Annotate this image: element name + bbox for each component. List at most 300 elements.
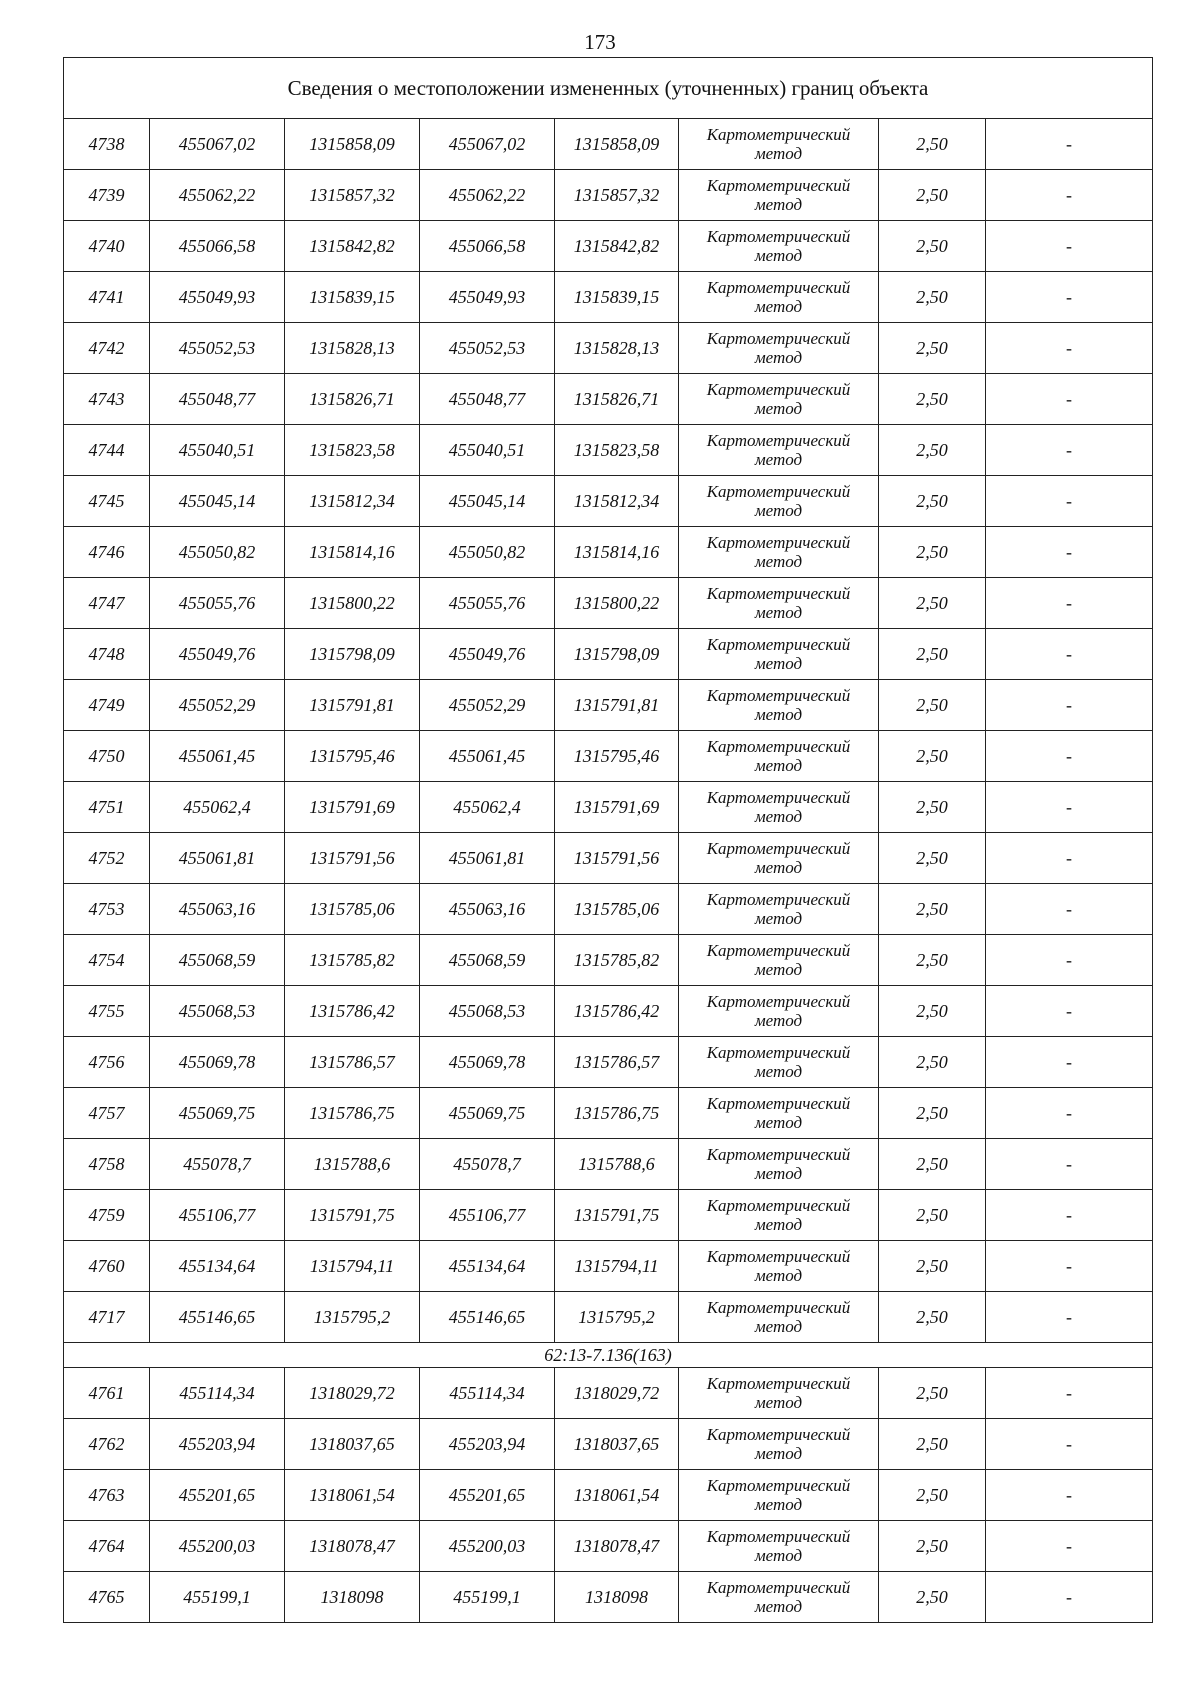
method-line-1: Картометрический xyxy=(706,1043,851,1062)
accuracy-cell: 2,50 xyxy=(879,680,986,731)
refined-x-cell: 455052,29 xyxy=(420,680,555,731)
table-row xyxy=(64,578,1153,629)
point-number-cell: 4753 xyxy=(64,884,150,935)
refined-y-cell: 1318061,54 xyxy=(555,1470,679,1521)
method-line-2: метод xyxy=(754,1266,803,1285)
table-row xyxy=(64,323,1153,374)
method-line-2: метод xyxy=(754,1215,803,1234)
note-cell: - xyxy=(986,1139,1153,1190)
existing-x-cell: 455052,29 xyxy=(150,680,285,731)
method-line-2: метод xyxy=(754,144,803,163)
existing-y-cell: 1318098 xyxy=(285,1572,420,1623)
method-line-2: метод xyxy=(754,1317,803,1336)
point-number-cell: 4764 xyxy=(64,1521,150,1572)
accuracy-cell: 2,50 xyxy=(879,731,986,782)
existing-x-cell: 455061,81 xyxy=(150,833,285,884)
table-row xyxy=(64,1368,1153,1419)
point-number-cell: 4752 xyxy=(64,833,150,884)
method-cell xyxy=(679,782,879,833)
existing-x-cell: 455049,93 xyxy=(150,272,285,323)
accuracy-cell: 2,50 xyxy=(879,527,986,578)
existing-x-cell: 455045,14 xyxy=(150,476,285,527)
table-title: Сведения о местоположении измененных (уточненных) границ объекта xyxy=(64,58,1153,119)
method-line-1: Картометрический xyxy=(706,584,851,603)
table-row xyxy=(64,374,1153,425)
method-line-2: метод xyxy=(754,552,803,571)
method-line-1: Картометрический xyxy=(706,125,851,144)
refined-y-cell: 1315791,75 xyxy=(555,1190,679,1241)
method-line-1: Картометрический xyxy=(706,839,851,858)
method-line-1: Картометрический xyxy=(706,1578,851,1597)
note-cell: - xyxy=(986,833,1153,884)
method-line-2: метод xyxy=(754,807,803,826)
method-line-1: Картометрический xyxy=(706,380,851,399)
method-line-2: метод xyxy=(754,1495,803,1514)
existing-y-cell: 1315788,6 xyxy=(285,1139,420,1190)
section-label: 62:13-7.136(163) xyxy=(64,1343,1153,1368)
refined-x-cell: 455052,53 xyxy=(420,323,555,374)
existing-x-cell: 455078,7 xyxy=(150,1139,285,1190)
refined-x-cell: 455203,94 xyxy=(420,1419,555,1470)
method-cell xyxy=(679,1521,879,1572)
refined-x-cell: 455200,03 xyxy=(420,1521,555,1572)
refined-y-cell: 1315858,09 xyxy=(555,119,679,170)
method-cell xyxy=(679,221,879,272)
method-line-1: Картометрический xyxy=(706,533,851,552)
existing-x-cell: 455146,65 xyxy=(150,1292,285,1343)
point-number-cell: 4744 xyxy=(64,425,150,476)
table-row xyxy=(64,527,1153,578)
point-number-cell: 4755 xyxy=(64,986,150,1037)
method-line-2: метод xyxy=(754,1444,803,1463)
refined-y-cell: 1315842,82 xyxy=(555,221,679,272)
table-row xyxy=(64,272,1153,323)
table-row xyxy=(64,1139,1153,1190)
accuracy-cell: 2,50 xyxy=(879,221,986,272)
point-number-cell: 4751 xyxy=(64,782,150,833)
accuracy-cell: 2,50 xyxy=(879,578,986,629)
method-line-1: Картометрический xyxy=(706,1196,851,1215)
method-line-1: Картометрический xyxy=(706,635,851,654)
refined-x-cell: 455040,51 xyxy=(420,425,555,476)
page-number: 173 xyxy=(584,30,616,54)
method-cell xyxy=(679,1470,879,1521)
accuracy-cell: 2,50 xyxy=(879,476,986,527)
existing-x-cell: 455066,58 xyxy=(150,221,285,272)
accuracy-cell: 2,50 xyxy=(879,1088,986,1139)
existing-y-cell: 1318029,72 xyxy=(285,1368,420,1419)
method-line-1: Картометрический xyxy=(706,1527,851,1546)
refined-x-cell: 455067,02 xyxy=(420,119,555,170)
refined-x-cell: 455201,65 xyxy=(420,1470,555,1521)
method-cell xyxy=(679,527,879,578)
point-number-cell: 4743 xyxy=(64,374,150,425)
table-row xyxy=(64,1470,1153,1521)
table-row xyxy=(64,680,1153,731)
point-number-cell: 4756 xyxy=(64,1037,150,1088)
table-row xyxy=(64,1572,1153,1623)
method-line-2: метод xyxy=(754,1062,803,1081)
table-row xyxy=(64,1419,1153,1470)
refined-y-cell: 1315823,58 xyxy=(555,425,679,476)
note-cell: - xyxy=(986,680,1153,731)
accuracy-cell: 2,50 xyxy=(879,833,986,884)
method-cell xyxy=(679,884,879,935)
note-cell: - xyxy=(986,272,1153,323)
existing-y-cell: 1315795,2 xyxy=(285,1292,420,1343)
method-line-1: Картометрический xyxy=(706,431,851,450)
existing-y-cell: 1318037,65 xyxy=(285,1419,420,1470)
refined-y-cell: 1315795,46 xyxy=(555,731,679,782)
refined-y-cell: 1315785,06 xyxy=(555,884,679,935)
note-cell: - xyxy=(986,782,1153,833)
existing-y-cell: 1315857,32 xyxy=(285,170,420,221)
point-number-cell: 4763 xyxy=(64,1470,150,1521)
refined-y-cell: 1315826,71 xyxy=(555,374,679,425)
refined-x-cell: 455055,76 xyxy=(420,578,555,629)
refined-y-cell: 1318029,72 xyxy=(555,1368,679,1419)
method-line-2: метод xyxy=(754,858,803,877)
existing-x-cell: 455203,94 xyxy=(150,1419,285,1470)
method-cell xyxy=(679,680,879,731)
refined-x-cell: 455049,93 xyxy=(420,272,555,323)
method-cell xyxy=(679,629,879,680)
method-line-1: Картометрический xyxy=(706,1425,851,1444)
refined-x-cell: 455134,64 xyxy=(420,1241,555,1292)
method-line-1: Картометрический xyxy=(706,737,851,756)
point-number-cell: 4746 xyxy=(64,527,150,578)
existing-x-cell: 455068,53 xyxy=(150,986,285,1037)
refined-y-cell: 1315786,57 xyxy=(555,1037,679,1088)
table-row xyxy=(64,1037,1153,1088)
refined-y-cell: 1315828,13 xyxy=(555,323,679,374)
note-cell: - xyxy=(986,170,1153,221)
method-line-1: Картометрический xyxy=(706,176,851,195)
refined-y-cell: 1315785,82 xyxy=(555,935,679,986)
note-cell: - xyxy=(986,935,1153,986)
point-number-cell: 4717 xyxy=(64,1292,150,1343)
note-cell: - xyxy=(986,323,1153,374)
table-row xyxy=(64,119,1153,170)
note-cell: - xyxy=(986,1521,1153,1572)
point-number-cell: 4760 xyxy=(64,1241,150,1292)
accuracy-cell: 2,50 xyxy=(879,1241,986,1292)
refined-x-cell: 455049,76 xyxy=(420,629,555,680)
method-line-1: Картометрический xyxy=(706,992,851,1011)
note-cell: - xyxy=(986,1190,1153,1241)
point-number-cell: 4739 xyxy=(64,170,150,221)
accuracy-cell: 2,50 xyxy=(879,1139,986,1190)
table-row xyxy=(64,221,1153,272)
existing-x-cell: 455049,76 xyxy=(150,629,285,680)
method-line-2: метод xyxy=(754,1164,803,1183)
method-line-1: Картометрический xyxy=(706,1145,851,1164)
refined-y-cell: 1315795,2 xyxy=(555,1292,679,1343)
refined-x-cell: 455068,53 xyxy=(420,986,555,1037)
refined-x-cell: 455069,75 xyxy=(420,1088,555,1139)
point-number-cell: 4750 xyxy=(64,731,150,782)
point-number-cell: 4745 xyxy=(64,476,150,527)
refined-x-cell: 455061,45 xyxy=(420,731,555,782)
accuracy-cell: 2,50 xyxy=(879,1037,986,1088)
method-line-2: метод xyxy=(754,1393,803,1412)
section-header-row xyxy=(64,1343,1153,1368)
refined-x-cell: 455062,22 xyxy=(420,170,555,221)
accuracy-cell: 2,50 xyxy=(879,1419,986,1470)
point-number-cell: 4765 xyxy=(64,1572,150,1623)
table-row xyxy=(64,1088,1153,1139)
note-cell: - xyxy=(986,425,1153,476)
existing-x-cell: 455114,34 xyxy=(150,1368,285,1419)
existing-y-cell: 1315858,09 xyxy=(285,119,420,170)
note-cell: - xyxy=(986,578,1153,629)
method-line-2: метод xyxy=(754,756,803,775)
method-line-2: метод xyxy=(754,1597,803,1616)
method-line-2: метод xyxy=(754,195,803,214)
method-cell xyxy=(679,119,879,170)
table-row xyxy=(64,1292,1153,1343)
existing-y-cell: 1318078,47 xyxy=(285,1521,420,1572)
method-cell xyxy=(679,323,879,374)
existing-y-cell: 1315839,15 xyxy=(285,272,420,323)
note-cell: - xyxy=(986,221,1153,272)
method-line-1: Картометрический xyxy=(706,941,851,960)
accuracy-cell: 2,50 xyxy=(879,884,986,935)
method-line-2: метод xyxy=(754,450,803,469)
point-number-cell: 4759 xyxy=(64,1190,150,1241)
table-row xyxy=(64,1190,1153,1241)
note-cell: - xyxy=(986,476,1153,527)
method-line-1: Картометрический xyxy=(706,1298,851,1317)
refined-x-cell: 455114,34 xyxy=(420,1368,555,1419)
existing-y-cell: 1315823,58 xyxy=(285,425,420,476)
method-line-1: Картометрический xyxy=(706,1374,851,1393)
method-line-1: Картометрический xyxy=(706,482,851,501)
method-cell xyxy=(679,935,879,986)
accuracy-cell: 2,50 xyxy=(879,425,986,476)
existing-y-cell: 1315786,75 xyxy=(285,1088,420,1139)
refined-x-cell: 455199,1 xyxy=(420,1572,555,1623)
refined-x-cell: 455061,81 xyxy=(420,833,555,884)
method-line-1: Картометрический xyxy=(706,329,851,348)
point-number-cell: 4749 xyxy=(64,680,150,731)
method-line-2: метод xyxy=(754,246,803,265)
existing-x-cell: 455069,75 xyxy=(150,1088,285,1139)
table-row xyxy=(64,986,1153,1037)
method-line-1: Картометрический xyxy=(706,1476,851,1495)
table-row xyxy=(64,935,1153,986)
method-cell xyxy=(679,374,879,425)
accuracy-cell: 2,50 xyxy=(879,935,986,986)
method-line-2: метод xyxy=(754,705,803,724)
refined-y-cell: 1315786,42 xyxy=(555,986,679,1037)
refined-y-cell: 1315857,32 xyxy=(555,170,679,221)
refined-y-cell: 1318078,47 xyxy=(555,1521,679,1572)
accuracy-cell: 2,50 xyxy=(879,119,986,170)
refined-y-cell: 1315788,6 xyxy=(555,1139,679,1190)
existing-y-cell: 1315791,75 xyxy=(285,1190,420,1241)
refined-x-cell: 455050,82 xyxy=(420,527,555,578)
existing-y-cell: 1315795,46 xyxy=(285,731,420,782)
method-cell xyxy=(679,1292,879,1343)
existing-x-cell: 455050,82 xyxy=(150,527,285,578)
existing-y-cell: 1315785,82 xyxy=(285,935,420,986)
accuracy-cell: 2,50 xyxy=(879,1190,986,1241)
existing-y-cell: 1315828,13 xyxy=(285,323,420,374)
boundary-coordinates-table xyxy=(63,57,1153,1623)
table-row xyxy=(64,629,1153,680)
note-cell: - xyxy=(986,1037,1153,1088)
method-cell xyxy=(679,1572,879,1623)
note-cell: - xyxy=(986,1241,1153,1292)
method-cell xyxy=(679,170,879,221)
existing-y-cell: 1318061,54 xyxy=(285,1470,420,1521)
existing-x-cell: 455199,1 xyxy=(150,1572,285,1623)
table-row xyxy=(64,833,1153,884)
existing-x-cell: 455200,03 xyxy=(150,1521,285,1572)
method-line-1: Картометрический xyxy=(706,890,851,909)
point-number-cell: 4738 xyxy=(64,119,150,170)
accuracy-cell: 2,50 xyxy=(879,986,986,1037)
method-line-1: Картометрический xyxy=(706,278,851,297)
point-number-cell: 4754 xyxy=(64,935,150,986)
existing-x-cell: 455062,4 xyxy=(150,782,285,833)
method-line-2: метод xyxy=(754,348,803,367)
refined-y-cell: 1315798,09 xyxy=(555,629,679,680)
existing-x-cell: 455061,45 xyxy=(150,731,285,782)
note-cell: - xyxy=(986,884,1153,935)
refined-x-cell: 455146,65 xyxy=(420,1292,555,1343)
existing-x-cell: 455106,77 xyxy=(150,1190,285,1241)
existing-y-cell: 1315794,11 xyxy=(285,1241,420,1292)
refined-y-cell: 1318037,65 xyxy=(555,1419,679,1470)
existing-x-cell: 455048,77 xyxy=(150,374,285,425)
refined-x-cell: 455063,16 xyxy=(420,884,555,935)
point-number-cell: 4761 xyxy=(64,1368,150,1419)
existing-x-cell: 455062,22 xyxy=(150,170,285,221)
table-row xyxy=(64,731,1153,782)
method-line-2: метод xyxy=(754,297,803,316)
point-number-cell: 4757 xyxy=(64,1088,150,1139)
existing-x-cell: 455040,51 xyxy=(150,425,285,476)
existing-x-cell: 455069,78 xyxy=(150,1037,285,1088)
point-number-cell: 4741 xyxy=(64,272,150,323)
table-row xyxy=(64,782,1153,833)
method-cell xyxy=(679,1088,879,1139)
refined-x-cell: 455078,7 xyxy=(420,1139,555,1190)
note-cell: - xyxy=(986,986,1153,1037)
refined-y-cell: 1315812,34 xyxy=(555,476,679,527)
note-cell: - xyxy=(986,1368,1153,1419)
method-line-2: метод xyxy=(754,501,803,520)
existing-y-cell: 1315812,34 xyxy=(285,476,420,527)
note-cell: - xyxy=(986,1292,1153,1343)
accuracy-cell: 2,50 xyxy=(879,1292,986,1343)
refined-y-cell: 1315839,15 xyxy=(555,272,679,323)
refined-y-cell: 1318098 xyxy=(555,1572,679,1623)
accuracy-cell: 2,50 xyxy=(879,323,986,374)
method-line-2: метод xyxy=(754,909,803,928)
method-cell xyxy=(679,476,879,527)
point-number-cell: 4742 xyxy=(64,323,150,374)
existing-y-cell: 1315785,06 xyxy=(285,884,420,935)
accuracy-cell: 2,50 xyxy=(879,1521,986,1572)
table-row xyxy=(64,476,1153,527)
note-cell: - xyxy=(986,1419,1153,1470)
refined-x-cell: 455048,77 xyxy=(420,374,555,425)
refined-y-cell: 1315791,81 xyxy=(555,680,679,731)
method-line-1: Картометрический xyxy=(706,788,851,807)
existing-x-cell: 455068,59 xyxy=(150,935,285,986)
note-cell: - xyxy=(986,527,1153,578)
existing-y-cell: 1315826,71 xyxy=(285,374,420,425)
point-number-cell: 4758 xyxy=(64,1139,150,1190)
refined-y-cell: 1315814,16 xyxy=(555,527,679,578)
refined-x-cell: 455045,14 xyxy=(420,476,555,527)
refined-x-cell: 455062,4 xyxy=(420,782,555,833)
note-cell: - xyxy=(986,731,1153,782)
method-cell xyxy=(679,1139,879,1190)
method-cell xyxy=(679,425,879,476)
point-number-cell: 4740 xyxy=(64,221,150,272)
existing-x-cell: 455052,53 xyxy=(150,323,285,374)
method-cell xyxy=(679,1037,879,1088)
refined-y-cell: 1315791,56 xyxy=(555,833,679,884)
point-number-cell: 4748 xyxy=(64,629,150,680)
existing-y-cell: 1315791,81 xyxy=(285,680,420,731)
existing-x-cell: 455201,65 xyxy=(150,1470,285,1521)
method-cell xyxy=(679,272,879,323)
method-line-1: Картометрический xyxy=(706,686,851,705)
refined-y-cell: 1315786,75 xyxy=(555,1088,679,1139)
accuracy-cell: 2,50 xyxy=(879,1572,986,1623)
point-number-cell: 4747 xyxy=(64,578,150,629)
table-row xyxy=(64,170,1153,221)
method-line-1: Картометрический xyxy=(706,1247,851,1266)
refined-y-cell: 1315791,69 xyxy=(555,782,679,833)
note-cell: - xyxy=(986,374,1153,425)
method-cell xyxy=(679,578,879,629)
refined-x-cell: 455069,78 xyxy=(420,1037,555,1088)
method-line-2: метод xyxy=(754,960,803,979)
note-cell: - xyxy=(986,1470,1153,1521)
existing-x-cell: 455134,64 xyxy=(150,1241,285,1292)
existing-y-cell: 1315798,09 xyxy=(285,629,420,680)
method-line-2: метод xyxy=(754,399,803,418)
note-cell: - xyxy=(986,119,1153,170)
existing-y-cell: 1315800,22 xyxy=(285,578,420,629)
existing-y-cell: 1315814,16 xyxy=(285,527,420,578)
accuracy-cell: 2,50 xyxy=(879,170,986,221)
existing-y-cell: 1315791,56 xyxy=(285,833,420,884)
accuracy-cell: 2,50 xyxy=(879,782,986,833)
accuracy-cell: 2,50 xyxy=(879,1470,986,1521)
method-cell xyxy=(679,731,879,782)
table-row xyxy=(64,884,1153,935)
existing-y-cell: 1315791,69 xyxy=(285,782,420,833)
method-line-2: метод xyxy=(754,1011,803,1030)
method-line-2: метод xyxy=(754,1113,803,1132)
method-line-2: метод xyxy=(754,1546,803,1565)
refined-y-cell: 1315800,22 xyxy=(555,578,679,629)
method-cell xyxy=(679,1241,879,1292)
accuracy-cell: 2,50 xyxy=(879,629,986,680)
table-row xyxy=(64,1241,1153,1292)
accuracy-cell: 2,50 xyxy=(879,1368,986,1419)
point-number-cell: 4762 xyxy=(64,1419,150,1470)
existing-x-cell: 455055,76 xyxy=(150,578,285,629)
existing-y-cell: 1315842,82 xyxy=(285,221,420,272)
